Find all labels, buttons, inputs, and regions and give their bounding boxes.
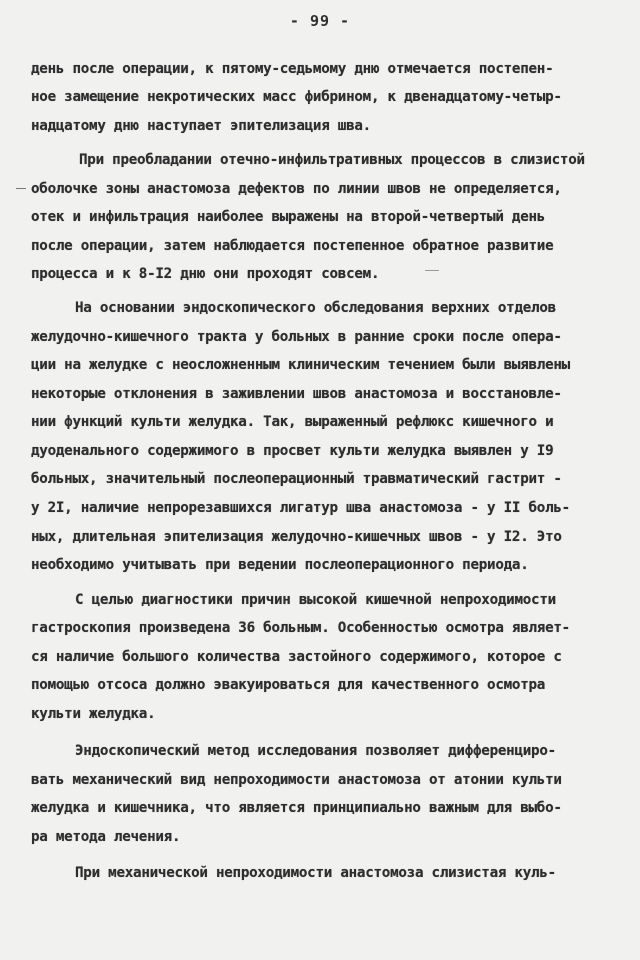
text-line: гастроскопия произведена 36 больным. Особенностью осмотра являет- [31,620,570,636]
text-line: надцатому дню наступает эпителизация шва. [31,118,371,134]
text-line: процесса и к 8-I2 дню они проходят совсем. [31,266,380,282]
text-line: культи желудка. [31,706,156,722]
text-line: помощью отсоса должно эвакуироваться для качественного осмотра [31,677,546,693]
text-line: необходимо учитывать при ведении послеоперационного периода. [31,557,529,573]
scan-mark [425,270,439,271]
text-line: С целью диагностики причин высокой кишечной непроходимости [75,592,556,608]
text-line: ра метода лечения. [31,829,181,845]
text-line: Эндоскопический метод исследования позволяет дифференциро- [75,743,556,759]
text-line: оболочке зоны анастомоза дефектов по линии швов не определяется, [31,181,562,197]
text-line: после операции, затем наблюдается постепенное обратное развитие [31,238,554,254]
text-line: дуоденального содержимого в просвет культи желудка выявлен у I9 [31,443,554,459]
text-line: некоторые отклонения в заживлении швов анастомоза и восстановле- [31,386,562,402]
text-line: При преобладании отечно-инфильтративных процессов в слизистой [79,152,585,168]
text-line: ции на желудке с неосложненным клиническим течением были выявлены [31,357,570,373]
text-line: желудочно-кишечного тракта у больных в ранние сроки после опера- [31,329,562,345]
text-line: На основании эндоскопического обследования верхних отделов [75,300,556,316]
text-line: у 2I, наличие непрорезавшихся лигатур шва анастомоза - у II боль- [31,500,570,516]
text-line: желудка и кишечника, что является принципиально важным для выбо- [31,800,562,816]
text-line: вать механический вид непроходимости анастомоза от атонии культи [31,772,562,788]
text-line: нии функций культи желудка. Так, выраженный рефлюкс кишечного и [31,414,554,430]
text-line: ных, длительная эпителизация желудочно-кишечных швов - у I2. Это [31,529,562,545]
text-line: отек и инфильтрация наиболее выражены на второй-четвертый день [31,209,546,225]
text-line: день после операции, к пятому-седьмому дню отмечается постепен- [31,61,554,77]
text-line: При механической непроходимости анастомоза слизистая куль- [75,865,556,881]
text-line: ся наличие большого количества застойного содержимого, которое с [31,649,562,665]
scan-mark [16,188,26,189]
text-line: ное замещение некротических масс фибрином, к двенадцатому-четыр- [31,89,562,105]
text-line: больных, значительный послеоперационный травматический гастрит - [31,471,562,487]
page-number: - 99 - [289,12,351,30]
